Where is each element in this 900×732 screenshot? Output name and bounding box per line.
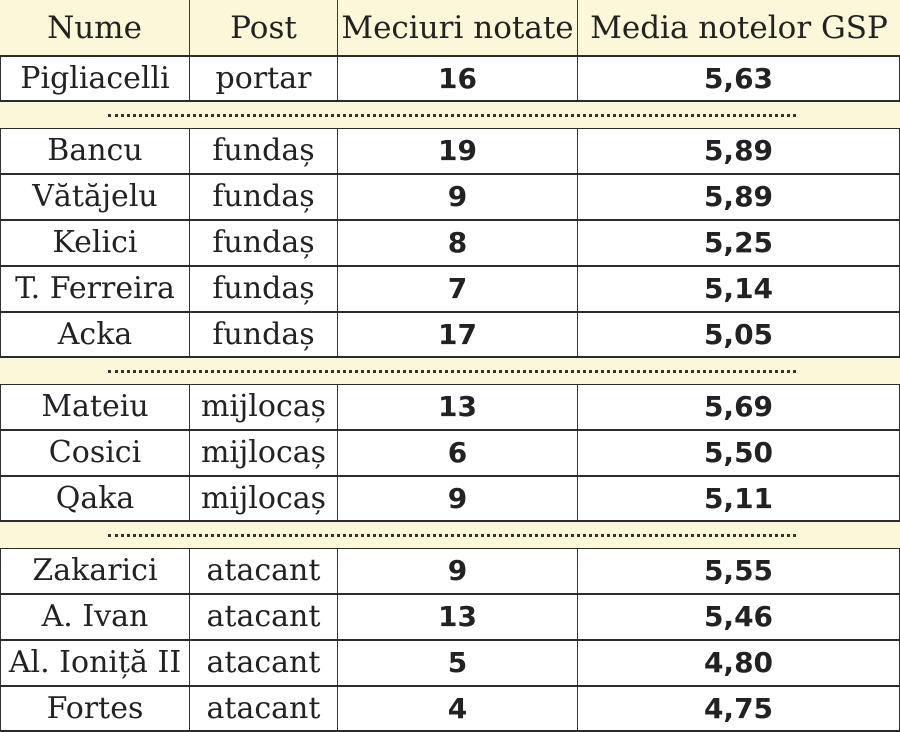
table-row [0, 430, 900, 475]
cell-average: 5,50 [577, 430, 900, 475]
cell-name: Pigliacelli [0, 56, 189, 101]
cell-matches: 6 [337, 430, 577, 475]
cell-matches: 19 [337, 128, 577, 173]
cell-name: Zakarici [0, 548, 189, 593]
cell-average: 5,25 [577, 220, 900, 265]
row-divider [0, 475, 900, 477]
cell-average: 5,05 [577, 312, 900, 357]
table-row [0, 640, 900, 685]
table-row [0, 312, 900, 357]
cell-post: atacant [189, 686, 337, 731]
cell-name: Mateiu [0, 384, 189, 429]
cell-matches: 13 [337, 594, 577, 639]
cell-average: 4,80 [577, 640, 900, 685]
cell-average: 5,46 [577, 594, 900, 639]
cell-name: A. Ivan [0, 594, 189, 639]
table-header [0, 0, 900, 56]
cell-name: T. Ferreira [0, 266, 189, 311]
table-row [0, 594, 900, 639]
cell-name: Al. Ioniță II [0, 640, 189, 685]
cell-average: 5,55 [577, 548, 900, 593]
dotted-separator [108, 370, 796, 373]
dotted-separator [108, 114, 796, 117]
cell-matches: 4 [337, 686, 577, 731]
cell-matches: 9 [337, 174, 577, 219]
table-row [0, 266, 900, 311]
cell-post: atacant [189, 594, 337, 639]
cell-post: fundaș [189, 266, 337, 311]
cell-name: Kelici [0, 220, 189, 265]
cell-matches: 9 [337, 476, 577, 521]
cell-average: 5,14 [577, 266, 900, 311]
cell-name: Acka [0, 312, 189, 357]
header-matches: Meciuri notate [337, 0, 577, 56]
row-divider [0, 685, 900, 687]
cell-name: Vătăjelu [0, 174, 189, 219]
table-row [0, 686, 900, 731]
table-row [0, 220, 900, 265]
row-divider [0, 173, 900, 175]
cell-matches: 13 [337, 384, 577, 429]
header-average: Media notelor GSP [577, 0, 900, 56]
row-divider [0, 311, 900, 313]
row-divider [0, 593, 900, 595]
cell-post: fundaș [189, 220, 337, 265]
row-divider [0, 219, 900, 221]
cell-post: portar [189, 56, 337, 101]
dotted-separator [108, 534, 796, 537]
cell-matches: 9 [337, 548, 577, 593]
cell-name: Bancu [0, 128, 189, 173]
table-row [0, 56, 900, 101]
cell-average: 5,89 [577, 128, 900, 173]
header-post: Post [189, 0, 337, 56]
row-divider [0, 55, 900, 57]
cell-name: Cosici [0, 430, 189, 475]
cell-average: 5,11 [577, 476, 900, 521]
cell-average: 4,75 [577, 686, 900, 731]
cell-post: atacant [189, 640, 337, 685]
cell-average: 5,89 [577, 174, 900, 219]
cell-name: Qaka [0, 476, 189, 521]
cell-post: fundaș [189, 128, 337, 173]
row-divider [0, 429, 900, 431]
row-divider [0, 265, 900, 267]
cell-post: mijlocaș [189, 476, 337, 521]
cell-matches: 7 [337, 266, 577, 311]
cell-average: 5,69 [577, 384, 900, 429]
row-divider [0, 639, 900, 641]
cell-matches: 17 [337, 312, 577, 357]
cell-matches: 16 [337, 56, 577, 101]
table-row [0, 174, 900, 219]
cell-post: fundaș [189, 312, 337, 357]
cell-post: atacant [189, 548, 337, 593]
cell-matches: 8 [337, 220, 577, 265]
cell-name: Fortes [0, 686, 189, 731]
cell-post: mijlocaș [189, 430, 337, 475]
cell-post: mijlocaș [189, 384, 337, 429]
table-row [0, 128, 900, 173]
table-row [0, 548, 900, 593]
cell-post: fundaș [189, 174, 337, 219]
table-row [0, 384, 900, 429]
table-row [0, 476, 900, 521]
cell-matches: 5 [337, 640, 577, 685]
header-name: Nume [0, 0, 189, 56]
cell-average: 5,63 [577, 56, 900, 101]
